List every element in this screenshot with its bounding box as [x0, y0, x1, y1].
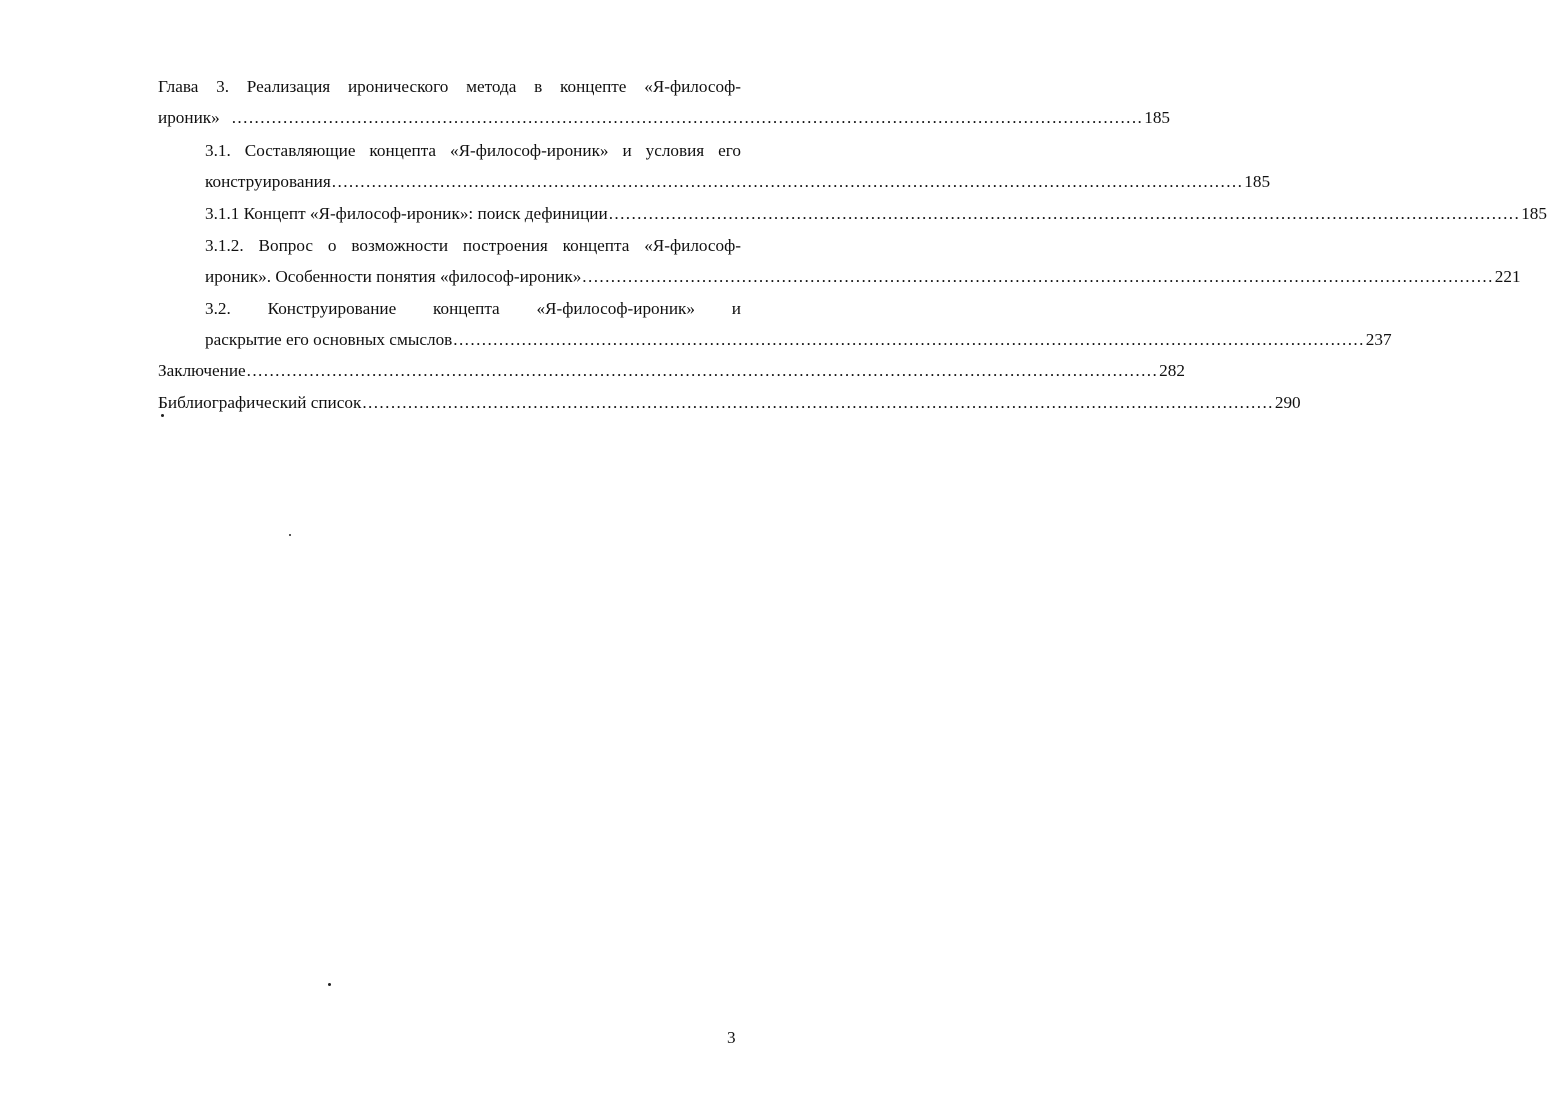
- toc-section-3-1-1-entry[interactable]: [205, 201, 1547, 227]
- toc-section-3-2-title-line1: 3.2. Конструирование концепта «Я-философ-ироник» и: [205, 299, 741, 318]
- toc-bibliography-entry[interactable]: [158, 390, 1301, 416]
- toc-section-3-1-title-line2: конструирования: [205, 172, 331, 191]
- scan-speck: [161, 414, 164, 417]
- scan-speck: [289, 534, 291, 536]
- toc-conclusion-entry[interactable]: [158, 358, 1185, 384]
- toc-leader-dots: ................................................................................................................................................................: [453, 330, 1365, 349]
- toc-leader-dots: ................................................................................................................................................................: [608, 204, 1521, 223]
- toc-chapter3-page: 185: [1144, 108, 1171, 127]
- toc-section-3-1-2-page: 221: [1494, 267, 1521, 286]
- toc-section-3-1-page: 185: [1244, 172, 1271, 191]
- toc-leader-dots: ................................................................................................................................................................: [362, 393, 1274, 412]
- toc-bibliography-page: 290: [1274, 393, 1301, 412]
- toc-section-3-1-2-title-line1: 3.1.2. Вопрос о возможности построения концепта «Я-философ-: [205, 236, 741, 255]
- toc-bibliography-title: Библиографический список: [158, 393, 362, 412]
- page-number: 3: [727, 1028, 736, 1047]
- toc-leader-dots: ................................................................................................................................................................: [231, 108, 1144, 127]
- toc-section-3-2-entry[interactable]: [205, 327, 1392, 353]
- toc-section-3-1-1-page: 185: [1521, 204, 1547, 223]
- toc-conclusion-page: 282: [1159, 361, 1185, 380]
- toc-section-3-1-entry[interactable]: [205, 169, 1271, 195]
- toc-chapter3-entry[interactable]: [158, 105, 1171, 131]
- scan-speck: [328, 983, 331, 986]
- toc-section-3-2-title-line2: раскрытие его основных смыслов: [205, 330, 453, 349]
- toc-chapter3-title-line1: Глава 3. Реализация иронического метода в концепте «Я-философ-: [158, 77, 741, 96]
- toc-section-3-1-2-title-line2: ироник». Особенности понятия «философ-ироник»: [205, 267, 582, 286]
- toc-section-3-1-1-title: 3.1.1 Концепт «Я-философ-ироник»: поиск дефиниции: [205, 204, 608, 223]
- toc-conclusion-title: Заключение: [158, 361, 246, 380]
- toc-chapter3-title-line2: ироник»: [158, 108, 220, 127]
- toc-section-3-1-2-entry[interactable]: [205, 264, 1521, 290]
- toc-section-3-1-title-line1: 3.1. Составляющие концепта «Я-философ-ироник» и условия его: [205, 141, 741, 160]
- toc-leader-dots: ................................................................................................................................................................: [582, 267, 1494, 286]
- toc-section-3-2-page: 237: [1365, 330, 1392, 349]
- toc-leader-dots: ................................................................................................................................................................: [331, 172, 1244, 191]
- toc-leader-dots: ................................................................................................................................................................: [246, 361, 1159, 380]
